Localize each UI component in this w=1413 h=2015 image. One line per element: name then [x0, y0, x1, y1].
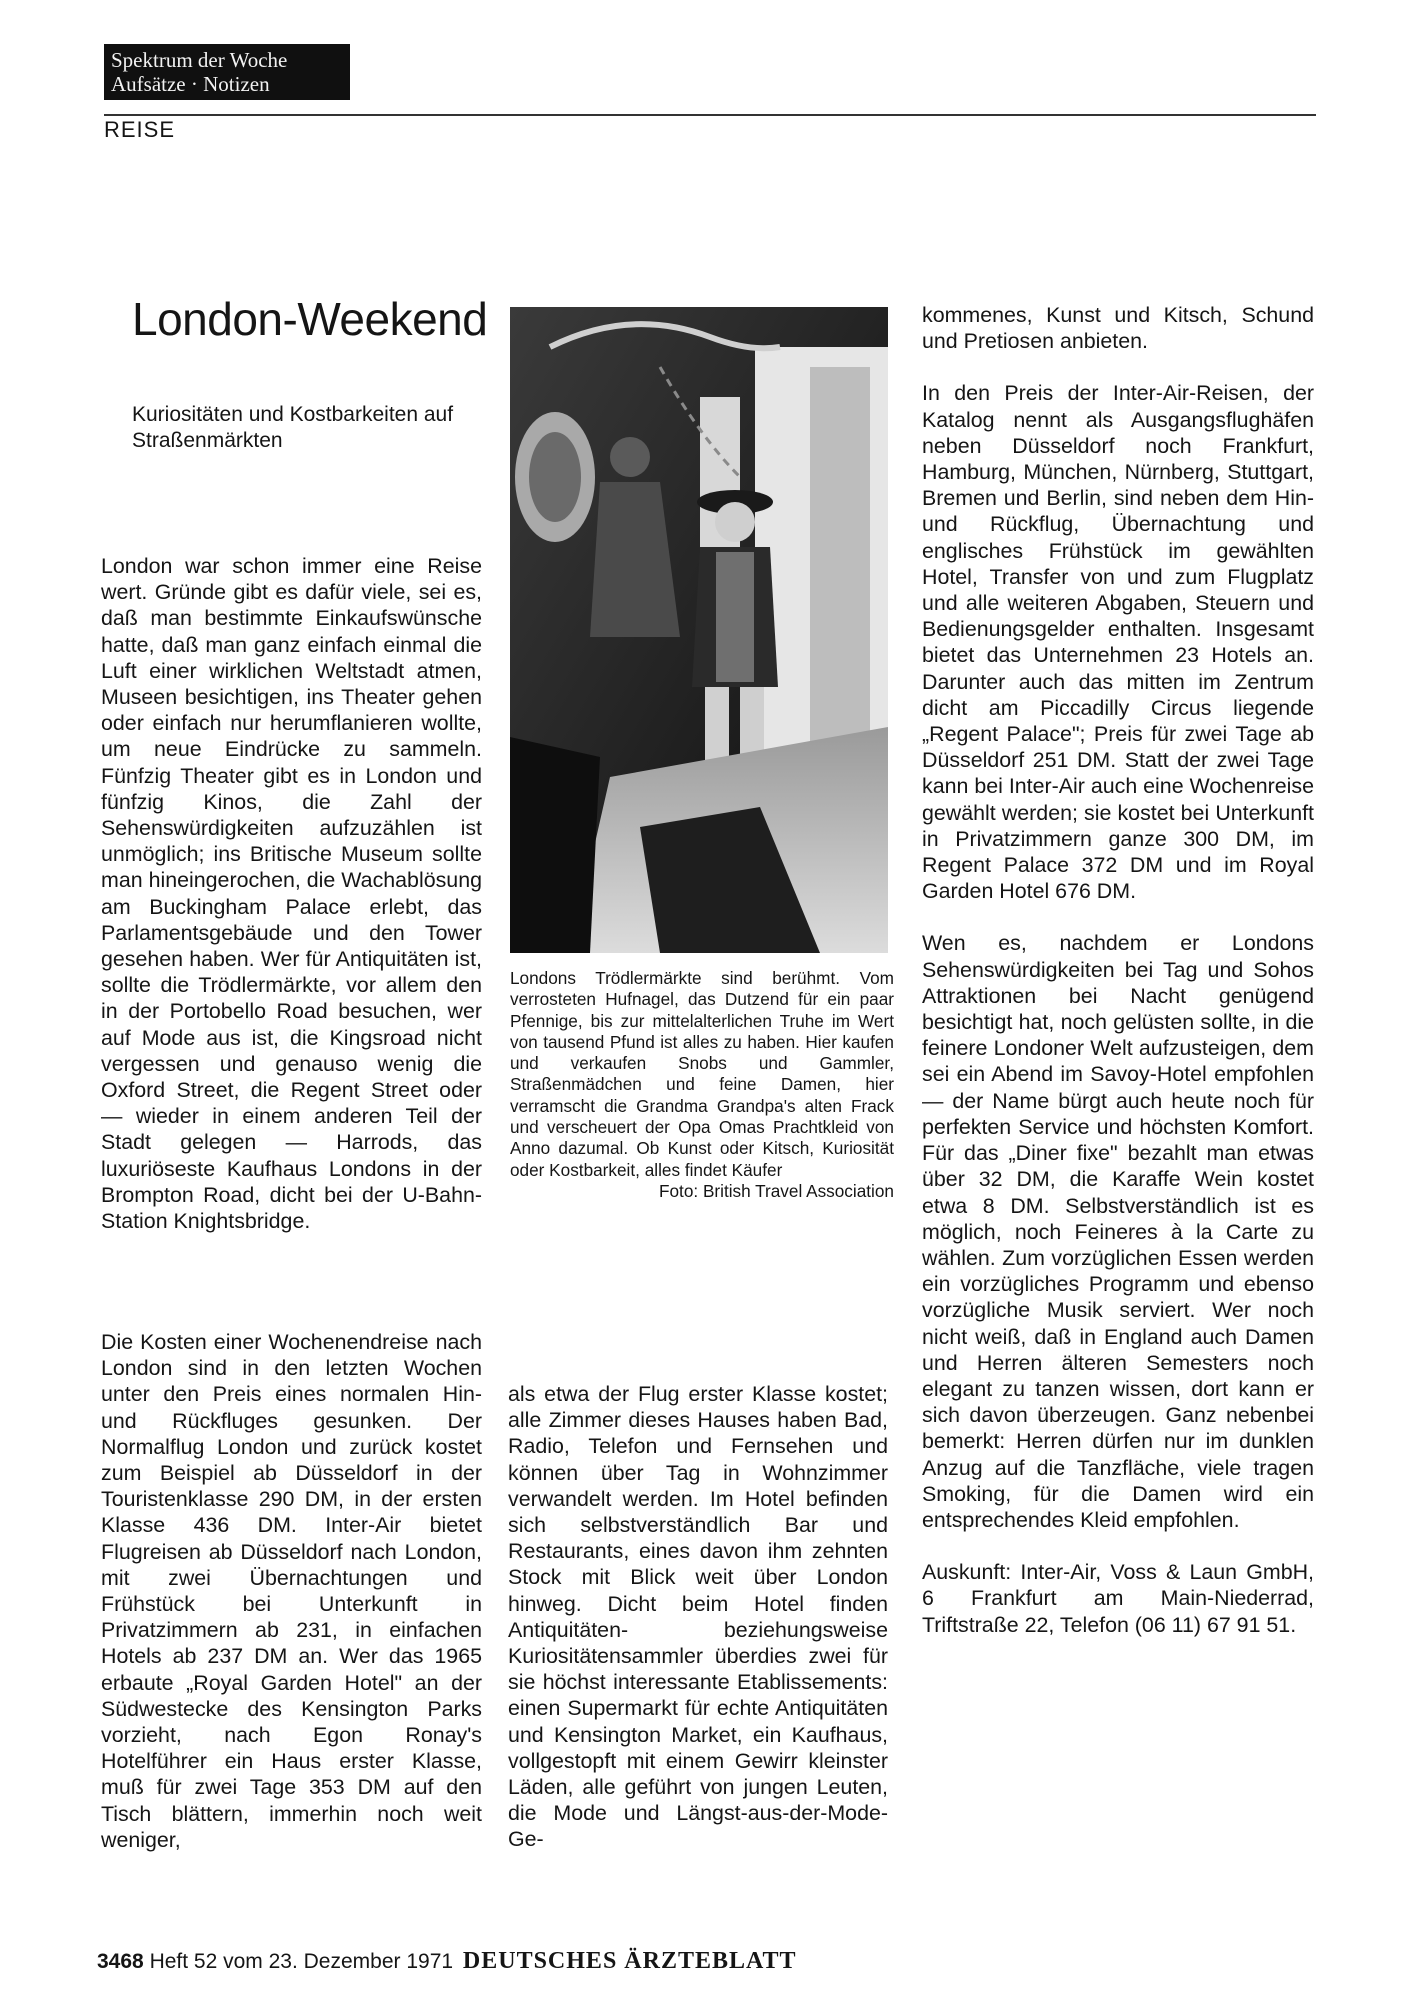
paragraph-contact: Auskunft: Inter-Air, Voss & Laun GmbH, 6 Frankfurt am Main-Niederrad, Triftstraße 22, Telefon (06 11) 67 91 51. — [922, 1560, 1314, 1637]
paragraph-intro: London war schon immer eine Reise wert. Gründe gibt es dafür viele, sei es, daß man bestimmte Einkaufswünsche hatte, daß man ganz einfach einmal die Luft einer wirklichen Weltstadt atmen, Museen besichtigen, ins Theater gehen oder einfach nur herumflanieren wollte, um neue Eindrücke zu sammeln. Fünfzig Theater gibt es in London und fünfzig Kinos, die Zahl der Sehenswürdigkeiten aufzuzählen ist unmöglich; ins Britische Museum sollte man hineingerochen, die Wachablösung am Buckingham Palace erlebt, das Parlamentsgebäude und den Tower gesehen haben. Wer für Antiquitäten ist, sollte die Trödlermärkte, vor allem den in der Portobello Road besuchen, wer auf Mode aus ist, die Kingsroad nicht vergessen und genauso wenig die Oxford Street, die Regent Street oder — wieder in einem anderen Teil der Stadt gelegen — Harrods, das luxuriöseste Kaufhaus Londons in der Brompton Road, dicht bei der U-Bahn-Station Knightsbridge. — [101, 554, 482, 1234]
header-rule — [104, 114, 1316, 116]
page-footer — [97, 1946, 797, 1977]
caption-text: Londons Trödlermärkte sind berühmt. Vom verrosteten Hufnagel, das Dutzend für ein paar Pfennige, bis zur mittelalterlichen Truhe im Wert von tausend Pfund ist alles zu haben. Hier kaufen und verkaufen Snobs und Gammler, Straßenmädchen und feine Damen, hier verramscht die Grandma Grandpa's alten Frack und verscheuert der Opa Omas Prachtkleid von Anno dazumal. Ob Kunst oder Kitsch, Kuriosität oder Kostbarkeit, alles findet Käufer — [510, 968, 894, 1180]
article-subtitle: Kuriositäten und Kostbarkeiten auf Straßenmärkten — [132, 403, 454, 452]
column-1-top — [101, 553, 482, 1234]
paragraph-savoy: Wen es, nachdem er Londons Sehenswürdigkeiten bei Tag und Sohos Attraktionen bei Nacht genügend besichtigt hat, noch gelüsten sollte, in die feinere Londoner Welt aufzusteigen, dem sei ein Abend im Savoy-Hotel empfohlen — der Name bürgt auch heute noch für perfekten Service und höchsten Komfort. Für das „Diner fixe" bezahlt man etwas über 32 DM, die Karaffe Wein kostet etwa 8 DM. Selbstverständlich ist es möglich, noch Feineres à la Carte zu wählen. Zum vorzüglichen Essen werden ein vorzügliches Programm und ebenso vorzügliche Musik serviert. Wer noch nicht weiß, daß in England auch Damen und Herren älteren Semesters noch elegant zu tanzen wissen, dort kann er sich davon überzeugen. Ganz nebenbei bemerkt: Herren dürfen nur im dunklen Anzug auf die Tanzfläche, viele tragen Smoking, für die Damen wird ein entsprechendes Kleid empfohlen. — [922, 931, 1314, 1532]
journal-name: DEUTSCHES ÄRZTEBLATT — [462, 1948, 797, 1974]
column-1-bottom — [101, 1329, 482, 1853]
paragraph-hotel: als etwa der Flug erster Klasse kostet; alle Zimmer dieses Hauses haben Bad, Radio, Telefon und Fernsehen und können über Tag in Wohnzimmer verwandelt werden. Im Hotel befinden sich selbstverständlich Bar und Restaurants, eines davon ihm zehnten Stock mit Blick weit über London hinweg. Dicht beim Hotel finden Antiquitäten- beziehungsweise Kuriositätensammler überdies zwei für sie höchst interessante Etablissements: einen Supermarkt für echte Antiquitäten und Kensington Market, ein Kaufhaus, vollgestopft mit einem Gewirr kleinster Läden, alle geführt von jungen Leuten, die Mode und Längst-aus-der-Mode-Ge- — [508, 1382, 888, 1852]
photo-credit: Foto: British Travel Association — [659, 1180, 894, 1201]
paragraph-price: In den Preis der Inter-Air-Reisen, der Katalog nennt als Ausgangsflughäfen neben Düsseldorf noch Frankfurt, Hamburg, München, Nürnberg, Stuttgart, Bremen und Berlin, sind neben dem Hin- und Rückflug, Übernachtung und englisches Frühstück im gewählten Hotel, Transfer von und zum Flugplatz und alle weiteren Abgaben, Steuern und Bedienungsgelder enthalten. Insgesamt bietet das Unternehmen 23 Hotels an. Darunter auch das mitten im Zentrum dicht am Piccadilly Circus liegende „Regent Palace"; Preis für zwei Tage ab Düsseldorf 251 DM. Statt der zwei Tage kann bei Inter-Air auch eine Wochenreise gewählt werden; sie kostet bei Unterkunft in Privatzimmern ganze 300 DM, im Regent Palace 372 DM und im Royal Garden Hotel 676 DM. — [922, 381, 1314, 904]
photo-caption — [510, 968, 894, 1202]
rubric-label: REISE — [104, 117, 176, 142]
section-label-line-2: Aufsätze · Notizen — [111, 72, 270, 96]
article-title: London-Weekend — [132, 293, 488, 345]
paragraph-hotel-continued: kommenes, Kunst und Kitsch, Schund und Pretiosen anbieten. — [922, 303, 1314, 354]
section-badge — [104, 44, 350, 100]
column-3 — [922, 302, 1314, 1638]
issue-info: Heft 52 vom 23. Dezember 1971 — [149, 1950, 454, 1973]
page-number: 3468 — [97, 1950, 144, 1973]
section-label-line-1: Spektrum der Woche — [111, 48, 288, 72]
market-photo — [510, 307, 888, 953]
column-2-bottom — [508, 1381, 888, 1853]
paragraph-costs: Die Kosten einer Wochenendreise nach London sind in den letzten Wochen unter den Preis eines normalen Hin- und Rückfluges gesunken. Der Normalflug London und zurück kostet zum Beispiel ab Düsseldorf in der Touristenklasse 290 DM, in der ersten Klasse 436 DM. Inter-Air bietet Flugreisen ab Düsseldorf nach London, mit zwei Übernachtungen und Frühstück bei Unterkunft in Privatzimmern ab 231, in einfachen Hotels ab 237 DM an. Wer das 1965 erbaute „Royal Garden Hotel" an der Südwestecke des Kensington Parks vorzieht, nach Egon Ronay's Hotelführer ein Haus erster Klasse, muß für zwei Tage 353 DM auf den Tisch blättern, immerhin noch weit weniger, — [101, 1330, 482, 1852]
